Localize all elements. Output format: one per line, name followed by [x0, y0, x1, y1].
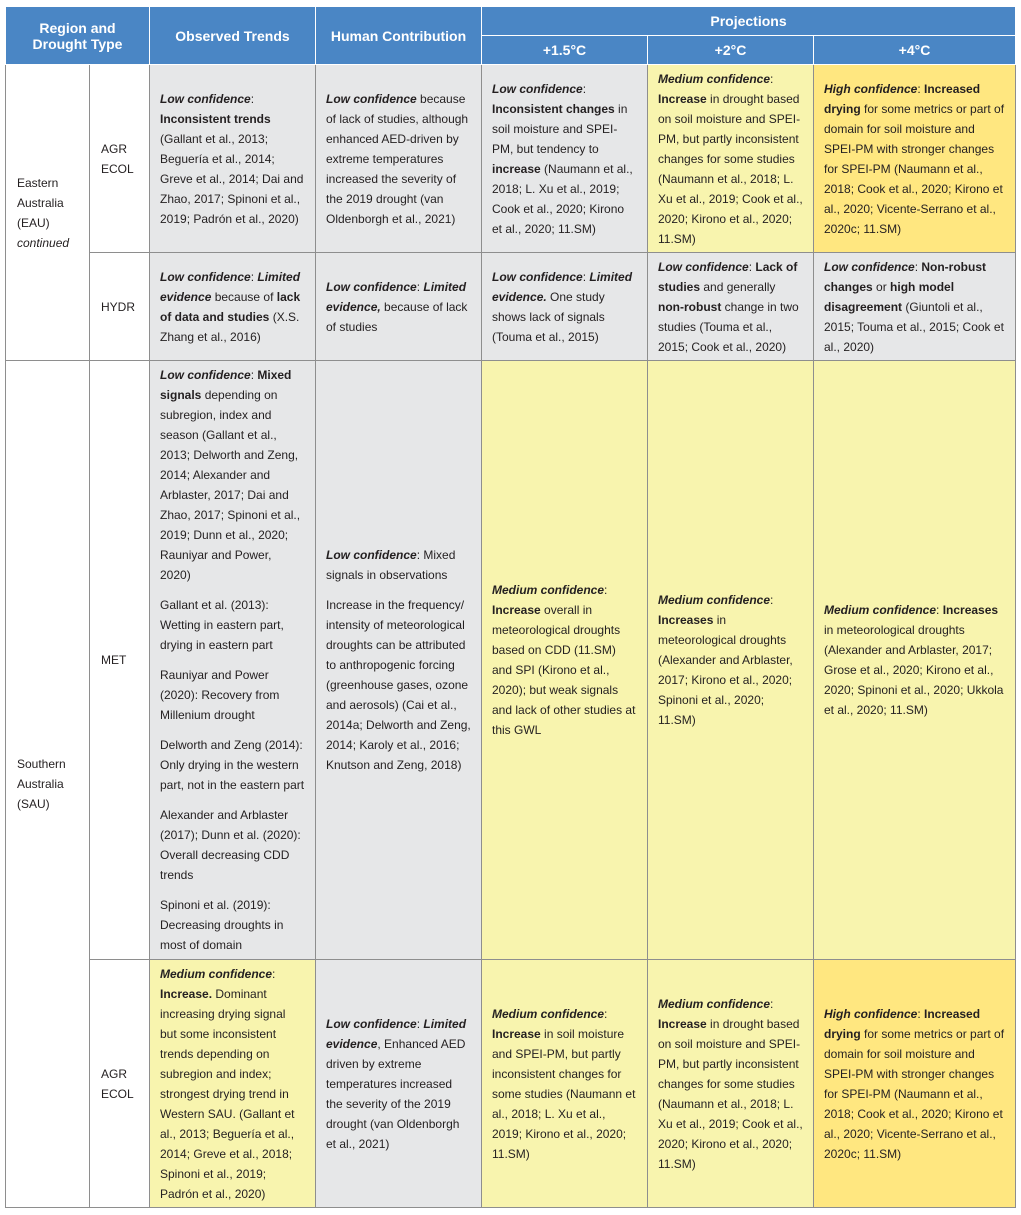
drought-type-label: HYDR [101, 299, 136, 314]
emphasis-text: Non-robust changes [824, 259, 987, 294]
body-text: (Naumann et al., 2018; L. Xu et al., 2019; Cook et al., 2020; Kirono et al., 2020; 11.SM) [492, 161, 633, 236]
emphasis-text: lack of data and studies [160, 289, 301, 324]
cell-paragraph [160, 735, 305, 795]
body-text: and generally [700, 279, 776, 294]
body-text: Increase in the frequency/ intensity of meteorological droughts can be attributed to anthropogenic forcing (greenhouse gases, ozone and aerosols) (Cai et al., 2014a; Delworth and Zeng, 2014; Karoly et al., 2016; Knutson and Zeng, 2018) [326, 598, 471, 772]
body-text: One study shows lack of signals (Touma et al., 2015) [492, 289, 605, 344]
body-text: in meteorological droughts (Alexander and Arblaster, 2017; Grose et al., 2020; Kirono et al., 2020; Spinoni et al., 2020; Ukkola et al., 2020; 11.SM) [824, 623, 1004, 717]
table-row [6, 253, 1016, 361]
drought-assessment-table [5, 6, 1016, 1208]
body-text: for some metrics or part of domain for soil moisture and SPEI-PM with stronger changes for SPEI-PM (Naumann et al., 2018; Cook et al., 2020; Kirono et al., 2020; Vicente-Serrano et al., 2020c; 11.SM) [824, 101, 1005, 236]
human-contribution-cell [316, 361, 482, 960]
header-region-type [6, 7, 150, 65]
body-text: : [250, 368, 258, 382]
confidence-label: Medium confidence [492, 1006, 605, 1021]
emphasis-text: Lack of studies [658, 259, 798, 294]
cell-paragraph [326, 595, 471, 775]
header-region-type-label: Region and Drought Type [32, 19, 123, 52]
cell-paragraph [824, 257, 1005, 357]
cell-paragraph [658, 590, 803, 730]
body-text: Dominant increasing drying signal but some inconsistent trends depending on subregion and index; strongest drying trend in Western SAU. (Gallant et al., 2013; Beguería et al., 2014; Greve et al., 2018; Spinoni et al., 2019; Padrón et al., 2020) [160, 986, 295, 1201]
emphasis-text: Increases [942, 603, 999, 617]
body-text: (Gallant et al., 2013; Beguería et al., 2014; Greve et al., 2014; Dai and Zhao, 2017; Spinoni et al., 2019; Padrón et al., 2020) [160, 131, 304, 226]
body-text: : [250, 91, 255, 106]
body-text: because of lack of studies [326, 299, 468, 334]
projection-1-5-cell [482, 960, 648, 1208]
confidence-label: Low confidence [160, 269, 251, 284]
body-text: : [582, 81, 587, 96]
confidence-label: Medium confidence [160, 966, 273, 981]
region-name [17, 176, 69, 250]
confidence-label: Limited evidence [326, 1016, 467, 1051]
confidence-label: Limited evidence [160, 269, 301, 304]
cell-paragraph [658, 69, 803, 249]
confidence-label: Low confidence [326, 1016, 417, 1031]
body-text: or [872, 279, 891, 294]
body-text: Southern Australia (SAU) [17, 757, 66, 811]
body-text: : [748, 259, 756, 274]
projection-2-cell [648, 361, 814, 960]
body-text: Spinoni et al. (2019): Decreasing droughts in most of domain [160, 898, 284, 952]
body-text: because of lack of studies, although enhanced AED-driven by extreme temperatures increased the severity of the 2019 drought (van Oldenborgh et al., 2021) [326, 91, 469, 226]
confidence-label: Medium confidence [658, 593, 771, 607]
body-text: Eastern Australia (EAU) [17, 175, 64, 230]
cell-paragraph [160, 89, 305, 229]
body-text: overall in meteorological droughts based on CDD (11.SM) and SPI (Kirono et al., 2020); but weak signals and lack of other studies at this GWL [492, 603, 636, 737]
body-text: (X.S. Zhang et al., 2016) [160, 309, 300, 344]
projection-2-cell [648, 65, 814, 253]
observed-trends-cell [150, 960, 316, 1208]
confidence-label: Low confidence [492, 81, 583, 96]
cell-paragraph [160, 964, 305, 1204]
emphasis-text: Increase [492, 1026, 541, 1041]
projection-4-cell [814, 253, 1016, 361]
body-text: in soil moisture and SPEI-PM, but tendency to [492, 101, 628, 156]
confidence-label: Limited evidence. [492, 269, 633, 304]
body-text: : [604, 583, 608, 597]
emphasis-text: Inconsistent trends [160, 111, 271, 126]
body-text: Delworth and Zeng (2014): Only drying in the western part, not in the eastern part [160, 738, 305, 792]
cell-paragraph [326, 545, 471, 585]
body-text: Alexander and Arblaster (2017); Dunn et al. (2020): Overall decreasing CDD trends [160, 808, 301, 882]
body-text: : [770, 593, 774, 607]
emphasis-text: Increase [658, 1016, 707, 1031]
cell-paragraph [658, 257, 803, 357]
table-row [6, 65, 1016, 253]
italic-text: continued [17, 235, 70, 250]
human-contribution-cell [316, 253, 482, 361]
observed-trends-cell [150, 253, 316, 361]
confidence-label: Medium confidence [492, 583, 605, 597]
human-contribution-cell [316, 65, 482, 253]
body-text: : [272, 966, 276, 981]
body-text: : [936, 603, 943, 617]
projection-2-cell [648, 253, 814, 361]
confidence-label: High confidence [824, 81, 918, 96]
drought-type-cell [90, 253, 150, 361]
confidence-label: High confidence [824, 1006, 918, 1021]
cell-paragraph [492, 267, 637, 347]
region-name [17, 757, 66, 811]
cell-paragraph [492, 580, 637, 740]
drought-type-label: AGR ECOL [101, 1066, 134, 1101]
body-text: in meteorological droughts (Alexander and Arblaster, 2017; Kirono et al., 2020; Spinoni et al., 2020; 11.SM) [658, 613, 793, 727]
body-text: for some metrics or part of domain for soil moisture and SPEI-PM with stronger changes for SPEI-PM (Naumann et al., 2018; Cook et al., 2020; Kirono et al., 2020; Vicente-Serrano et al., 2020c; 11.SM) [824, 1026, 1005, 1161]
cell-paragraph [326, 89, 471, 229]
confidence-label: Low confidence [492, 269, 583, 284]
header-gwl-2: +2°C [648, 36, 814, 65]
cell-paragraph [160, 595, 305, 655]
observed-trends-cell [150, 65, 316, 253]
emphasis-text: Inconsistent changes [492, 101, 615, 116]
body-text: : [917, 1006, 925, 1021]
drought-type-cell [90, 960, 150, 1208]
body-text: Rauniyar and Power (2020): Recovery from Millenium drought [160, 668, 280, 722]
table-row [6, 960, 1016, 1208]
confidence-label: Low confidence [326, 279, 417, 294]
projection-4-cell [814, 960, 1016, 1208]
cell-paragraph [824, 600, 1005, 720]
projection-1-5-cell [482, 361, 648, 960]
cell-paragraph [326, 1014, 471, 1154]
body-text: , Enhanced AED driven by extreme temperatures increased the severity of the 2019 drought (van Oldenborgh et al., 2021) [326, 1036, 466, 1151]
confidence-label: Medium confidence [824, 603, 937, 617]
drought-type-label: AGR ECOL [101, 141, 134, 176]
emphasis-text: Increases [658, 613, 714, 627]
body-text: depending on subregion, index and season (Gallant et al., 2013; Delworth and Zeng, 2014; Alexander and Arblaster, 2017; Dai and Zhao, 2017; Spinoni et al., 2019; Dunn et al., 2020; Rauniyar and Power, 2020) [160, 388, 301, 582]
projection-4-cell [814, 65, 1016, 253]
body-text: : [770, 71, 774, 86]
confidence-label: Medium confidence [658, 71, 771, 86]
body-text: in drought based on soil moisture and SPEI-PM, but partly inconsistent changes for some studies (Naumann et al., 2018; L. Xu et al., 2019; Cook et al., 2020; Kirono et al., 2020; 11.SM) [658, 91, 803, 246]
body-text: : [770, 996, 774, 1011]
body-text: : Mixed signals in observations [326, 548, 456, 582]
cell-paragraph [160, 267, 305, 347]
confidence-label: Medium confidence [658, 996, 771, 1011]
confidence-label: Limited evidence, [326, 279, 467, 314]
confidence-label: Low confidence [326, 548, 417, 562]
body-text: : [582, 269, 590, 284]
body-text: Gallant et al. (2013): Wetting in eastern part, drying in eastern part [160, 598, 284, 652]
observed-trends-cell [150, 361, 316, 960]
confidence-label: Low confidence [658, 259, 749, 274]
emphasis-text: Increase [492, 603, 541, 617]
body-text: (Giuntoli et al., 2015; Touma et al., 2015; Cook et al., 2020) [824, 299, 1004, 354]
cell-paragraph [492, 79, 637, 239]
cell-paragraph [824, 1004, 1005, 1164]
projection-2-cell [648, 960, 814, 1208]
cell-paragraph [160, 665, 305, 725]
cell-paragraph [160, 805, 305, 885]
emphasis-text: Increased drying [824, 1006, 981, 1041]
cell-paragraph [160, 895, 305, 955]
emphasis-text: Increase. [160, 986, 213, 1001]
cell-paragraph [492, 1004, 637, 1164]
drought-type-label: MET [101, 653, 127, 667]
body-text: change in two studies (Touma et al., 2015; Cook et al., 2020) [658, 299, 799, 354]
cell-paragraph [326, 277, 471, 337]
emphasis-text: increase [492, 161, 541, 176]
body-text: in drought based on soil moisture and SPEI-PM, but partly inconsistent changes for some studies (Naumann et al., 2018; L. Xu et al., 2019; Cook et al., 2020; Kirono et al., 2020; 11.SM) [658, 1016, 803, 1171]
projection-1-5-cell [482, 65, 648, 253]
body-text: : [416, 1016, 424, 1031]
cell-paragraph [160, 365, 305, 585]
region-cell [6, 361, 90, 1208]
confidence-label: Low confidence [326, 91, 417, 106]
drought-type-cell [90, 65, 150, 253]
body-text: : [917, 81, 925, 96]
header-observed-trends: Observed Trends [150, 7, 316, 65]
cell-paragraph [658, 994, 803, 1174]
body-text: in soil moisture and SPEI-PM, but partly inconsistent changes for some studies (Naumann et al., 2018; L. Xu et al., 2019; Kirono et al., 2020; 11.SM) [492, 1026, 636, 1161]
body-text: because of [211, 289, 277, 304]
header-gwl-4: +4°C [814, 36, 1016, 65]
emphasis-text: high model disagreement [824, 279, 955, 314]
body-text: : [914, 259, 922, 274]
emphasis-text: Mixed signals [160, 368, 292, 402]
body-text: : [250, 269, 258, 284]
projection-1-5-cell [482, 253, 648, 361]
header-human-contribution: Human Contribution [316, 7, 482, 65]
projection-4-cell [814, 361, 1016, 960]
emphasis-text: Increase [658, 91, 707, 106]
human-contribution-cell [316, 960, 482, 1208]
header-projections: Projections [482, 7, 1016, 36]
body-text: : [604, 1006, 608, 1021]
emphasis-text: non-robust [658, 299, 722, 314]
confidence-label: Low confidence [824, 259, 915, 274]
confidence-label: Low confidence [160, 368, 251, 382]
cell-paragraph [824, 79, 1005, 239]
emphasis-text: Increased drying [824, 81, 981, 116]
header-gwl-1-5: +1.5°C [482, 36, 648, 65]
region-cell [6, 65, 90, 361]
confidence-label: Low confidence [160, 91, 251, 106]
drought-type-cell [90, 361, 150, 960]
table-row [6, 361, 1016, 960]
body-text: : [416, 279, 424, 294]
